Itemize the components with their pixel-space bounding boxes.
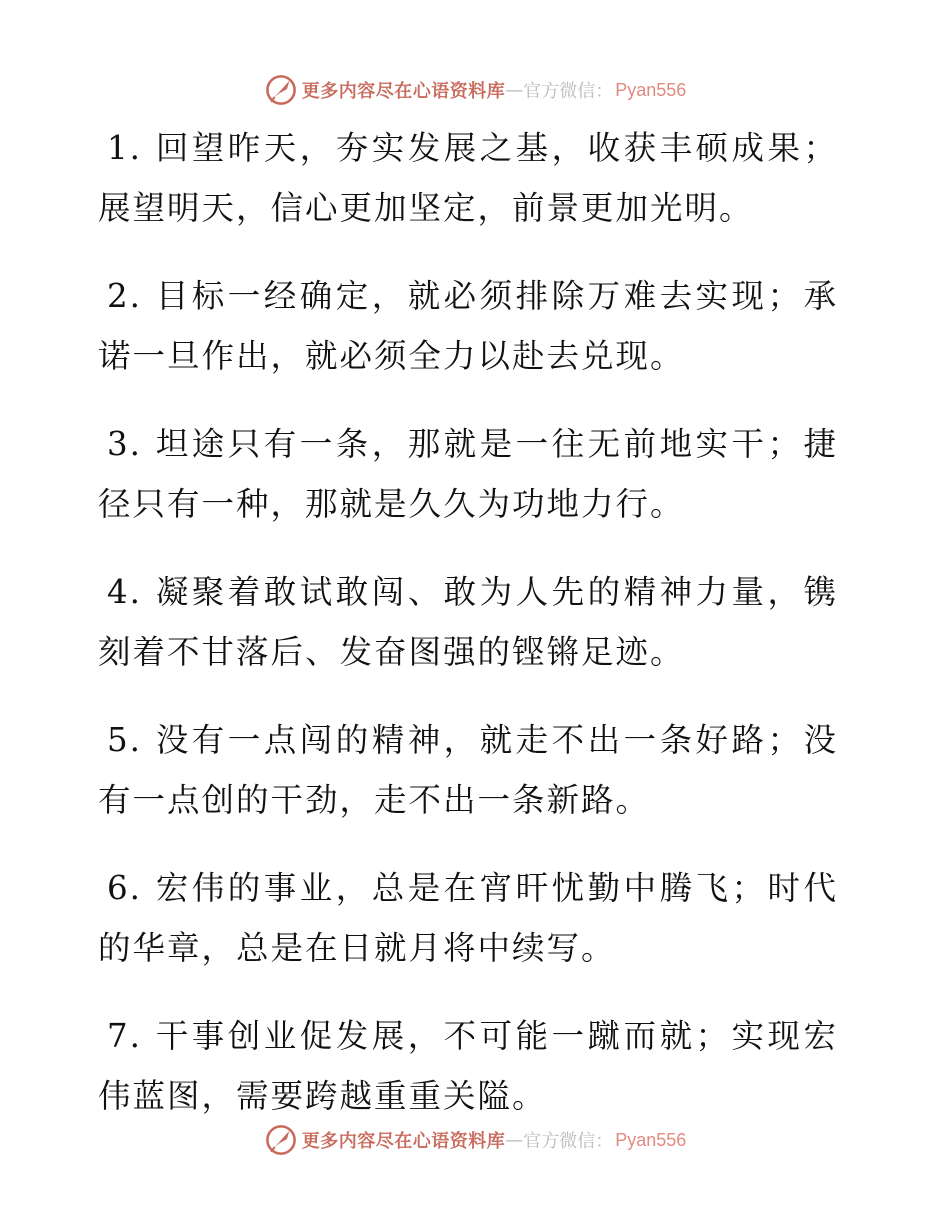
watermark-main-text: 更多内容尽在心语资料库 [301, 1131, 506, 1152]
watermark-wechat-id: Pyan556 [615, 1129, 687, 1150]
quote-item-5: 5. 没有一点闯的精神，就走不出一条好路；没有一点创的干劲，走不出一条新路。 [98, 721, 838, 819]
watermark-wechat-id: Pyan556 [615, 79, 687, 100]
quill-pen-logo-icon [264, 73, 298, 107]
watermark-main-text: 更多内容尽在心语资料库 [301, 81, 506, 102]
footer-watermark [0, 1120, 950, 1160]
quote-item-6: 6. 宏伟的事业，总是在宵旰忧勤中腾飞；时代的华章，总是在日就月将中续写。 [98, 869, 838, 967]
quote-item-7: 7. 干事创业促发展，不可能一蹴而就；实现宏伟蓝图，需要跨越重重关隘。 [98, 1017, 838, 1115]
header-watermark [0, 70, 950, 110]
quote-item-2: 2. 目标一经确定，就必须排除万难去实现；承诺一旦作出，就必须全力以赴去兑现。 [98, 277, 838, 375]
quote-item-4: 4. 凝聚着敢试敢闯、敢为人先的精神力量，镌刻着不甘落后、发奋图强的铿锵足迹。 [98, 573, 838, 671]
quote-item-1: 1. 回望昨天，夯实发展之基，收获丰硕成果；展望明天，信心更加坚定，前景更加光明。 [98, 129, 838, 227]
watermark-official-label: 官方微信： [523, 81, 614, 102]
quote-list [98, 118, 838, 1154]
quill-pen-logo-icon [264, 1123, 298, 1157]
watermark-dash: — [505, 79, 524, 101]
quote-item-3: 3. 坦途只有一条，那就是一往无前地实干；捷径只有一种，那就是久久为功地力行。 [98, 425, 838, 523]
watermark-dash: — [505, 1129, 524, 1151]
watermark-official-label: 官方微信： [523, 1131, 614, 1152]
